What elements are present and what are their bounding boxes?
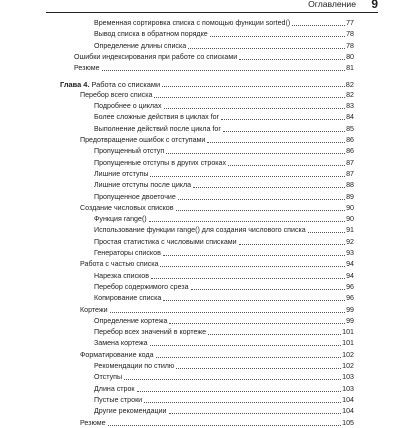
toc-page-number: 86 xyxy=(346,147,354,156)
toc-entry xyxy=(94,224,354,235)
toc-page-number: 103 xyxy=(342,384,354,393)
toc-page-number: 85 xyxy=(346,124,354,133)
toc-entry xyxy=(80,417,354,428)
dot-leader xyxy=(150,344,342,346)
toc-entry xyxy=(94,179,354,190)
toc-entry-title xyxy=(80,136,205,145)
toc-page-number: 92 xyxy=(346,237,354,246)
toc-entry-title xyxy=(94,170,148,179)
dot-leader xyxy=(124,378,341,380)
toc-entry-title xyxy=(74,64,100,73)
toc-entry-label: Копирование списка xyxy=(94,294,162,303)
toc-page-number: 78 xyxy=(346,41,354,50)
toc-entry-label: Перебор содержимого среза xyxy=(94,282,189,291)
toc-entry-label: Работа со списками xyxy=(91,79,161,89)
toc-entry-label: Перебор всего списка xyxy=(80,90,153,99)
dot-leader xyxy=(191,288,346,290)
dot-leader xyxy=(208,333,341,335)
dot-leader xyxy=(169,412,342,414)
toc-entry-title xyxy=(94,30,208,39)
toc-entry xyxy=(74,62,354,73)
toc-entry-label: Перебор всех значений в кортеже xyxy=(94,328,207,337)
toc-entry xyxy=(74,51,354,62)
dot-leader xyxy=(223,130,345,132)
dot-leader xyxy=(164,107,346,109)
toc-page-number: 102 xyxy=(342,350,354,359)
toc-entry-label: Определение кортежа xyxy=(94,316,168,325)
toc-entry xyxy=(80,349,354,360)
toc-entry xyxy=(94,315,354,326)
toc-entry-title xyxy=(94,102,162,111)
toc-entry-label: Определение длины списка xyxy=(94,41,187,50)
toc-page-number: 87 xyxy=(346,169,354,178)
toc-entry xyxy=(94,157,354,168)
dot-leader xyxy=(178,198,345,200)
toc-entry-title xyxy=(94,125,221,134)
toc-entry xyxy=(80,202,354,213)
dot-leader xyxy=(102,69,346,71)
toc-entry-label: Лишние отступы xyxy=(94,169,149,178)
toc-entry xyxy=(94,191,354,202)
toc-page-number: 99 xyxy=(346,305,354,314)
toc-entry-title xyxy=(80,351,154,360)
dot-leader xyxy=(163,299,345,301)
toc-page-number: 105 xyxy=(342,418,354,427)
toc-page-number: 90 xyxy=(346,215,354,224)
toc-page-number: 84 xyxy=(346,113,354,122)
toc-page-number: 94 xyxy=(346,260,354,269)
toc-entry xyxy=(94,383,354,394)
toc-entry-label: Работа с частью списка xyxy=(80,260,159,269)
toc-entry-label: Резюме xyxy=(74,64,100,73)
dot-leader xyxy=(108,424,342,426)
toc-entry-title xyxy=(94,238,237,247)
toc-page-number: 104 xyxy=(342,395,354,404)
toc-entry-title xyxy=(80,306,108,315)
toc-entry-label: Другие рекомендации xyxy=(94,407,167,416)
toc-entry xyxy=(94,405,354,416)
toc-page-number: 101 xyxy=(342,339,354,348)
dot-leader xyxy=(169,322,345,324)
toc-page-number: 103 xyxy=(342,373,354,382)
toc-entry xyxy=(94,360,354,371)
toc-page-number: 96 xyxy=(346,282,354,291)
toc-page-number: 94 xyxy=(346,271,354,280)
toc-entry-title xyxy=(94,362,174,371)
toc-entry xyxy=(94,281,354,292)
toc-entry xyxy=(80,258,354,269)
toc-entry-label: Пропущенный отступ xyxy=(94,147,165,156)
toc-entry-label: Ошибки индексирования при работе со списками xyxy=(74,52,238,61)
toc-page-number: 96 xyxy=(346,294,354,303)
dot-leader xyxy=(193,186,345,188)
toc-entry-label: Форматирование кода xyxy=(80,350,154,359)
toc-page-number: 90 xyxy=(346,203,354,212)
dot-leader xyxy=(137,390,342,392)
dot-leader xyxy=(210,35,345,37)
toc-entry-label: Использование функции range() для создания числового списка xyxy=(94,226,306,235)
toc-entry xyxy=(94,100,354,111)
dot-leader xyxy=(207,141,345,143)
toc-entry xyxy=(94,236,354,247)
toc-entry-title xyxy=(94,147,164,156)
toc-entry xyxy=(80,304,354,315)
toc-entry-title xyxy=(94,226,306,235)
toc-entry xyxy=(94,247,354,258)
dot-leader xyxy=(239,243,345,245)
toc-entry-label: Предотвращение ошибок с отступами xyxy=(80,136,206,144)
toc-entry xyxy=(80,134,354,145)
toc-entry-label: Генераторы списков xyxy=(94,249,161,257)
toc-entry xyxy=(94,213,354,224)
toc-entry-title xyxy=(94,193,176,202)
dot-leader xyxy=(228,164,345,166)
toc-page-number: 91 xyxy=(346,226,354,235)
toc-entry xyxy=(94,40,354,51)
toc-entry-label: Замена кортежа xyxy=(94,339,148,348)
toc-entry-label: Подробнее о циклах xyxy=(94,102,162,111)
toc-entry-title xyxy=(94,339,148,348)
toc-entry xyxy=(94,28,354,39)
toc-entry-title xyxy=(80,91,152,100)
toc-entry-label: Простая статистика с числовыми списками xyxy=(94,237,237,246)
dot-leader xyxy=(151,277,345,279)
toc-entry-label: Функция range() xyxy=(94,215,147,224)
toc-page-number: 77 xyxy=(346,19,354,27)
toc-page-number: 83 xyxy=(346,102,354,111)
dot-leader xyxy=(308,231,345,233)
toc-entry-label: Кортежи xyxy=(80,305,108,314)
toc-page-number: 88 xyxy=(346,181,354,190)
toc-entry-title xyxy=(74,53,237,62)
header-page-number: 9 xyxy=(371,0,378,11)
toc-entry-title xyxy=(80,260,158,269)
toc-page-number: 104 xyxy=(342,407,354,416)
toc-entry-label: Длина строк xyxy=(94,384,135,393)
dot-leader xyxy=(221,118,345,120)
running-header xyxy=(46,0,378,13)
toc-entry-title xyxy=(94,19,290,28)
toc-entry-title xyxy=(80,204,174,213)
toc-entry-label: Отступы xyxy=(94,373,123,382)
dot-leader xyxy=(176,367,341,369)
toc-entry xyxy=(80,89,354,100)
toc-entry xyxy=(94,123,354,134)
toc-page-number: 89 xyxy=(346,192,354,201)
toc-entry-label: Рекомендации по стилю xyxy=(94,362,175,370)
toc-entry xyxy=(94,270,354,281)
dot-leader xyxy=(162,85,345,87)
dot-leader xyxy=(154,96,345,98)
dot-leader xyxy=(188,47,345,49)
toc-entry-label: Нарезка списков xyxy=(94,271,150,280)
toc-entry xyxy=(94,17,354,28)
dot-leader xyxy=(144,401,341,403)
toc-entry-title xyxy=(94,181,191,190)
dot-leader xyxy=(166,152,345,154)
toc-entry-label: Создание числовых списков xyxy=(80,203,174,212)
toc-entry-label: Выполнение действий после цикла for xyxy=(94,124,221,133)
toc-entry-label: Временная сортировка списка с помощью функции sorted() xyxy=(94,19,291,27)
toc-entry-title xyxy=(94,385,135,394)
dot-leader xyxy=(239,58,345,60)
toc-entry-title xyxy=(94,113,219,122)
toc-entry-title xyxy=(94,373,122,382)
header-title: Оглавление xyxy=(308,0,356,9)
toc-entry xyxy=(94,111,354,122)
toc-entry-title xyxy=(60,80,160,89)
dot-leader xyxy=(160,265,345,267)
toc-entry-title xyxy=(94,215,147,224)
toc-entry xyxy=(94,326,354,337)
toc-page-number: 86 xyxy=(346,136,354,144)
toc-entry-title xyxy=(94,42,186,51)
toc-entry-title xyxy=(94,159,226,168)
toc-page-number: 82 xyxy=(345,79,354,89)
toc-page-number: 81 xyxy=(346,64,354,73)
toc-entry-label: Резюме xyxy=(80,418,106,427)
toc-entry-title xyxy=(94,272,149,281)
toc-entry-title xyxy=(94,396,142,405)
toc-entry-label: Пустые строки xyxy=(94,395,143,404)
dot-leader xyxy=(163,254,345,256)
toc-entry-title xyxy=(94,328,206,337)
toc-page-number: 80 xyxy=(346,52,354,61)
toc-entry xyxy=(94,394,354,405)
toc-entry xyxy=(94,371,354,382)
toc-page-number: 82 xyxy=(346,90,354,99)
dot-leader xyxy=(110,311,346,313)
dot-leader xyxy=(292,24,345,26)
toc-entry xyxy=(94,337,354,348)
toc-entry-title xyxy=(94,294,161,303)
toc-entry-label: Вывод списка в обратном порядке xyxy=(94,30,208,39)
toc-chapter-entry xyxy=(60,78,354,89)
toc-entry xyxy=(94,145,354,156)
toc-entry-title xyxy=(94,249,161,258)
toc-page-number: 78 xyxy=(346,30,354,39)
toc-page-number: 87 xyxy=(346,158,354,167)
toc-entry xyxy=(94,292,354,303)
chapter-number: Глава 4. xyxy=(60,79,90,89)
toc-entry-title xyxy=(94,407,167,416)
toc-page-number: 102 xyxy=(342,362,354,370)
toc-page-number: 99 xyxy=(346,316,354,325)
toc-entry-label: Лишние отступы после цикла xyxy=(94,181,192,190)
dot-leader xyxy=(176,209,346,211)
dot-leader xyxy=(156,356,342,358)
toc-page-number: 101 xyxy=(342,328,354,337)
toc-page-number: 93 xyxy=(346,249,354,257)
toc-entry-label: Пропущенные отступы в других строках xyxy=(94,158,227,167)
dot-leader xyxy=(149,220,345,222)
toc-entry-title xyxy=(94,317,167,326)
toc-entry-label: Более сложные действия в циклах for xyxy=(94,113,219,122)
toc-entry xyxy=(94,168,354,179)
toc-entry-title xyxy=(94,283,189,292)
toc-entry-label: Пропущенное двоеточие xyxy=(94,192,176,201)
dot-leader xyxy=(150,175,345,177)
